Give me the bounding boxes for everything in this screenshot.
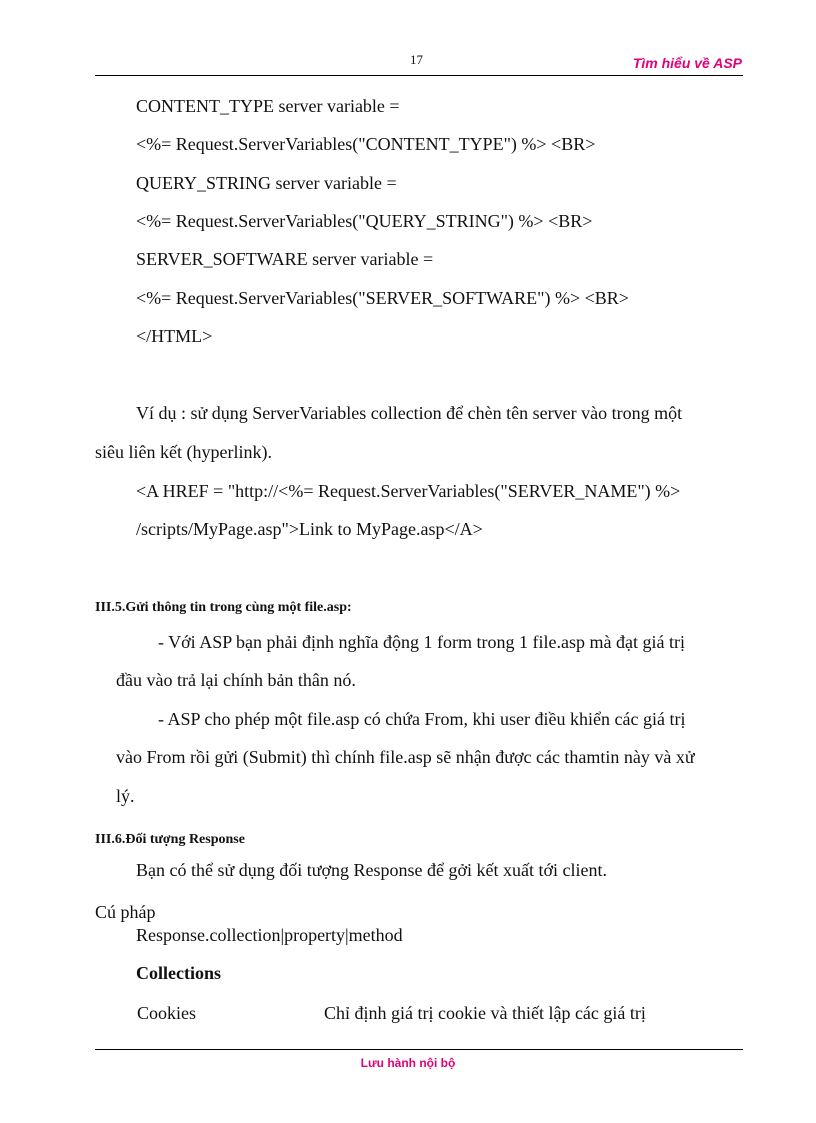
iii5-para2-line2: vào From rồi gửi (Submit) thì chính file.asp sẽ nhận được các thamtin này và xử bbox=[116, 747, 695, 767]
footer-text: Lưu hành nội bộ bbox=[360, 1056, 456, 1070]
iii6-text-1: Bạn có thể sử dụng đối tượng Response để gởi kết xuất tới client. bbox=[136, 860, 607, 880]
syntax-text: Response.collection|property|method bbox=[136, 925, 403, 945]
example-text-1: Ví dụ : sử dụng ServerVariables collection để chèn tên server vào trong một bbox=[136, 403, 683, 423]
cookies-name: Cookies bbox=[137, 1003, 197, 1023]
code-line-6: <%= Request.ServerVariables("SERVER_SOFTWARE") %> <BR> bbox=[136, 288, 629, 308]
cookies-description: Chỉ định giá trị cookie và thiết lập các giá trị bbox=[324, 1003, 646, 1023]
example-code-1: <A HREF = "http://<%= Request.ServerVariables("SERVER_NAME") %> bbox=[136, 481, 681, 501]
header-title: Tìm hiểu về ASP bbox=[632, 55, 742, 71]
code-line-7: </HTML> bbox=[136, 326, 213, 346]
example-text-2: siêu liên kết (hyperlink). bbox=[95, 442, 272, 462]
footer-rule bbox=[95, 1049, 743, 1050]
iii5-para1-line1: - Với ASP bạn phải định nghĩa động 1 form trong 1 file.asp mà đạt giá trị bbox=[158, 632, 685, 652]
header-rule bbox=[95, 75, 743, 76]
section-heading-iii5: III.5.Gửi thông tin trong cùng một file.asp: bbox=[95, 600, 352, 615]
code-line-5: SERVER_SOFTWARE server variable = bbox=[136, 249, 434, 269]
code-line-1: CONTENT_TYPE server variable = bbox=[136, 96, 400, 116]
code-line-2: <%= Request.ServerVariables("CONTENT_TYPE") %> <BR> bbox=[136, 134, 596, 154]
code-line-3: QUERY_STRING server variable = bbox=[136, 173, 397, 193]
page-number: 17 bbox=[410, 52, 423, 67]
iii5-para2-line3: lý. bbox=[116, 786, 135, 806]
collections-label: Collections bbox=[136, 963, 221, 983]
iii5-para2-line1: - ASP cho phép một file.asp có chứa From, khi user điều khiển các giá trị bbox=[158, 709, 686, 729]
iii5-para1-line2: đầu vào trả lại chính bản thân nó. bbox=[116, 670, 356, 690]
section-heading-iii6: III.6.Đối tượng Response bbox=[95, 832, 245, 847]
example-code-2: /scripts/MyPage.asp">Link to MyPage.asp</A> bbox=[136, 519, 483, 539]
code-line-4: <%= Request.ServerVariables("QUERY_STRING") %> <BR> bbox=[136, 211, 593, 231]
syntax-label: Cú pháp bbox=[95, 902, 156, 922]
